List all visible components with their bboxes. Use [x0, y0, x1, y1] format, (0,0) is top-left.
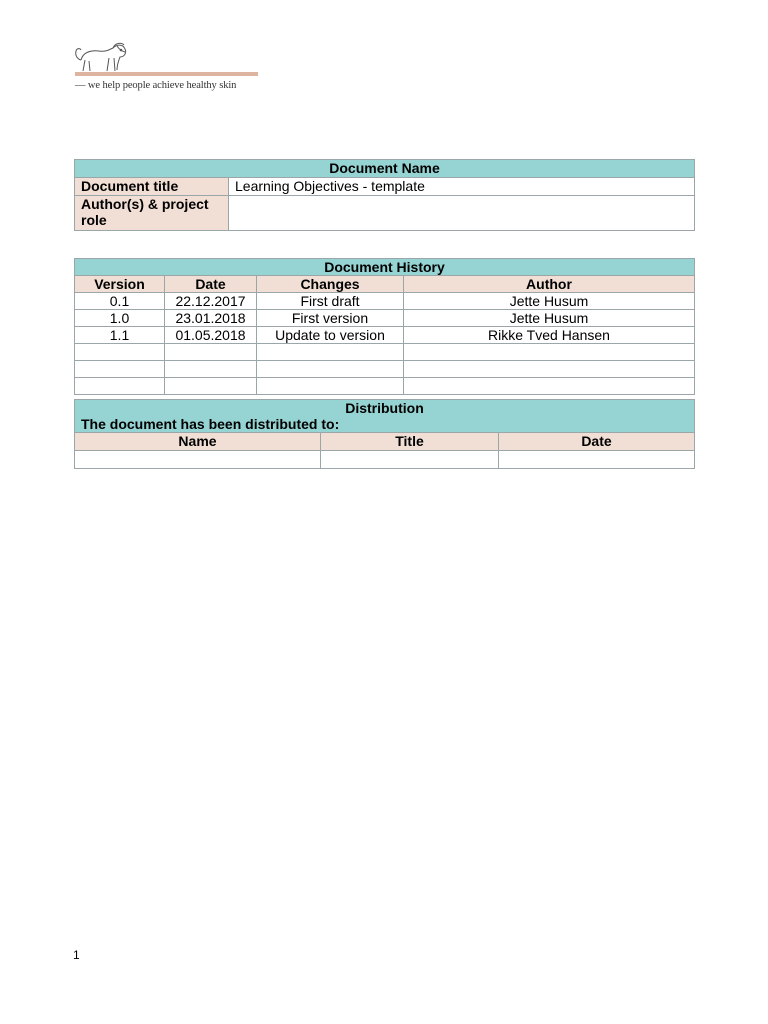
author-cell	[404, 344, 695, 361]
version-cell	[75, 361, 165, 378]
changes-cell: First draft	[257, 293, 404, 310]
title-cell	[321, 451, 499, 469]
author-cell: Jette Husum	[404, 293, 695, 310]
table-row	[75, 451, 695, 469]
column-header: Author	[404, 276, 695, 293]
version-cell	[75, 378, 165, 395]
table-row	[75, 293, 695, 310]
document-history-header: Document History	[75, 259, 695, 276]
date-cell	[499, 451, 695, 469]
column-header: Date	[499, 433, 695, 451]
version-cell: 0.1	[75, 293, 165, 310]
date-cell	[165, 378, 257, 395]
table-row	[75, 378, 695, 395]
date-cell: 22.12.2017	[165, 293, 257, 310]
logo-tagline: — we help people achieve healthy skin	[75, 80, 237, 91]
column-header: Date	[165, 276, 257, 293]
changes-cell: First version	[257, 310, 404, 327]
document-name-table	[74, 159, 695, 231]
distribution-title: Distribution	[345, 400, 424, 416]
table-row	[75, 344, 695, 361]
table-row	[75, 310, 695, 327]
changes-cell	[257, 378, 404, 395]
company-logo	[73, 40, 257, 96]
logo-divider	[75, 72, 258, 76]
document-title-label: Document title	[75, 178, 229, 196]
page-number: 1	[73, 948, 80, 962]
lion-logo-icon	[73, 40, 129, 74]
date-cell: 23.01.2018	[165, 310, 257, 327]
distribution-subtitle: The document has been distributed to:	[81, 416, 340, 432]
column-header: Changes	[257, 276, 404, 293]
distribution-header	[75, 400, 695, 433]
author-cell: Rikke Tved Hansen	[404, 327, 695, 344]
date-cell	[165, 361, 257, 378]
table-row	[75, 327, 695, 344]
document-history-table	[74, 258, 695, 395]
column-header: Version	[75, 276, 165, 293]
table-row	[75, 361, 695, 378]
name-cell	[75, 451, 321, 469]
changes-cell	[257, 344, 404, 361]
date-cell	[165, 344, 257, 361]
document-title-value: Learning Objectives - template	[229, 178, 695, 196]
changes-cell: Update to version	[257, 327, 404, 344]
version-cell: 1.1	[75, 327, 165, 344]
changes-cell	[257, 361, 404, 378]
distribution-table	[74, 399, 695, 469]
version-cell	[75, 344, 165, 361]
date-cell: 01.05.2018	[165, 327, 257, 344]
column-header: Name	[75, 433, 321, 451]
document-name-header: Document Name	[75, 160, 695, 178]
version-cell: 1.0	[75, 310, 165, 327]
authors-label: Author(s) & project role	[75, 196, 229, 231]
column-header: Title	[321, 433, 499, 451]
author-cell: Jette Husum	[404, 310, 695, 327]
author-cell	[404, 361, 695, 378]
author-cell	[404, 378, 695, 395]
authors-value	[229, 196, 695, 231]
